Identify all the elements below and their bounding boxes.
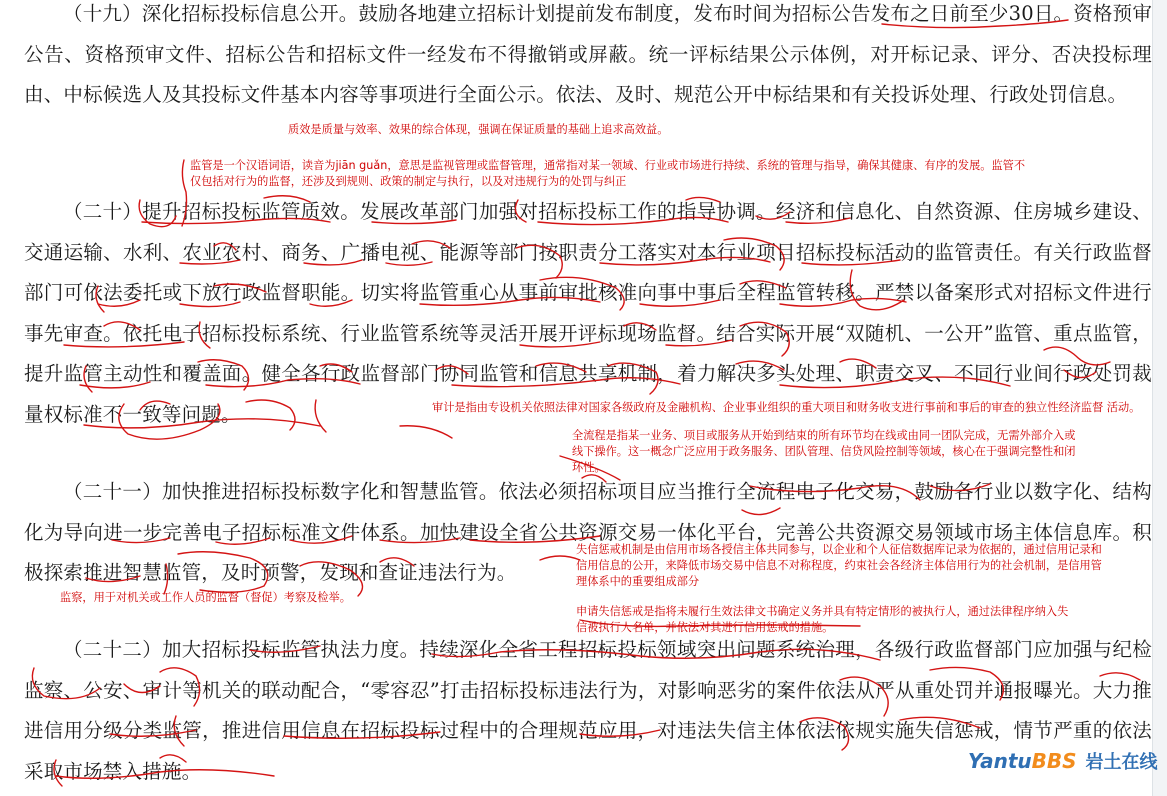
annotation-supervision-pinyin: jiān guǎn xyxy=(335,159,388,172)
annotation-supervision xyxy=(190,158,1030,190)
annotation-credit-punishment-mechanism xyxy=(576,542,1112,590)
annotation-supervision-rest: ，意思是监视管理或监督管理，通常指对某一领域、行业或市场进行持续、系统的管理与指导，确保其健康、有序的发展。监管不仅包括对行为的监督，还涉及到规则、政策的制定与执行，以及对违规行为的处罚与纠正 xyxy=(190,159,1026,188)
paragraph-19: （十九）深化招标投标信息公开。鼓励各地建立招标计划提前发布制度，发布时间为招标公告发布之日前至少30日。资格预审公告、资格预审文件、招标公告和招标文件一经发布不得撤销或屏蔽。统一评标结果公示体例，对开标记录、评分、否决投标理由、中标候选人及其投标文件基本内容等事项进行全面公示。依法、及时、规范公开中标结果和有关投诉处理、行政处罚信息。 xyxy=(24,2,1153,106)
right-scroll-strip xyxy=(1152,0,1167,796)
annotation-credit-punishment-apply xyxy=(576,604,1076,636)
annotation-quality-efficiency-text: 质效是质量与效率、效果的综合体现，强调在保证质量的基础上追求高效益。 xyxy=(288,123,669,136)
annotation-supervision-prefix: 监管是一个汉语词语，读音为 xyxy=(190,159,336,172)
annotation-whole-process-text: 全流程是指某一业务、项目或服务从开始到结束的所有环节均在线或由同一团队完成，无需外部介入或线下操作。这一概念广泛应用于政务服务、团队管理、信贷风险控制等领域，核心在于强调完整性和闭环性。 xyxy=(572,429,1076,474)
annotation-quality-efficiency xyxy=(288,122,768,138)
annotation-audit-text: 审计是指由专设机关依照法律对国家各级政府及金融机构、企业事业组织的重大项目和财务收支进行事前和事后的审查的独立性经济监督 活动。 xyxy=(432,401,1141,414)
paragraph-22: （二十二）加大招标投标监管执法力度。持续深化全省工程招标投标领域突出问题系统治理，各级行政监督部门应加强与纪检监察、公安、审计等机关的联动配合，“零容忍”打击招标投标违法行为，对影响恶劣的案件依法从严从重处罚并通报曝光。大力推进信用分级分类监管，推进信用信息在招标投标过程中的合理规范应用，对违法失信主体依法依规实施失信惩戒，情节严重的依法采取市场禁入措施。 xyxy=(24,638,1152,783)
annotation-discipline-inspection xyxy=(60,590,420,606)
yantu-bbs-logo xyxy=(968,748,1158,774)
logo-chinese: 岩土在线 xyxy=(1085,752,1158,773)
paragraph-20: （二十）提升招标投标监管质效。发展改革部门加强对招标投标工作的指导协调。经济和信息化、自然资源、住房城乡建设、交通运输、水利、农业农村、商务、广播电视、能源等部门按职责分工落实对本行业项目招标投标活动的监管责任。有关行政监督部门可依法委托或下放行政监督职能。切实将监管重心从事前审批核准向事中事后全程监管转移。严禁以备案形式对招标文件进行事先审查。依托电子招标投标系统、行业监管系统等灵活开展开评标现场监督。结合实际开展“双随机、一公开”监管、重点监管，提升监管主动性和覆盖面。健全各行政监督部门协同监管和信息共享机制，着力解决多头处理、职责交叉、不同行业间行政处罚裁量权标准不一致等问题。 xyxy=(24,200,1152,426)
annotation-credit-punishment-mechanism-text: 失信惩戒机制是由信用市场各授信主体共同参与，以企业和个人征信数据库记录为依据的，通过信用记录和信用信息的公开，来降低市场交易中信息不对称程度，约束社会各经济主体信用行为的社会机制，是信用管理体系中的重要组成部分 xyxy=(576,543,1102,588)
paragraph-21: （二十一）加快推进招标投标数字化和智慧监管。依法必须招标项目应当推行全流程电子化交易，鼓励各行业以数字化、结构化为导向进一步完善电子招标标准文件体系。加快建设全省公共资源交易一体化平台，完善公共资源交易领域市场主体信息库。积极探索推进智慧监管，及时预警，发现和查证违法行为。 xyxy=(24,480,1152,584)
annotation-discipline-inspection-text: 监察，用于对机关或工作人员的监督（督促）考察及检举。 xyxy=(60,591,351,604)
annotation-audit xyxy=(432,400,1156,416)
annotation-credit-punishment-apply-text: 申请失信惩戒是指将未履行生效法律文书确定义务并具有特定情形的被执行人，通过法律程序纳入失信被执行人名单，并依法对其进行信用惩戒的措施。 xyxy=(576,605,1069,634)
logo-yantu: Yantu xyxy=(968,749,1032,773)
annotation-whole-process xyxy=(572,428,1082,476)
logo-bbs: BBS xyxy=(1031,749,1077,773)
